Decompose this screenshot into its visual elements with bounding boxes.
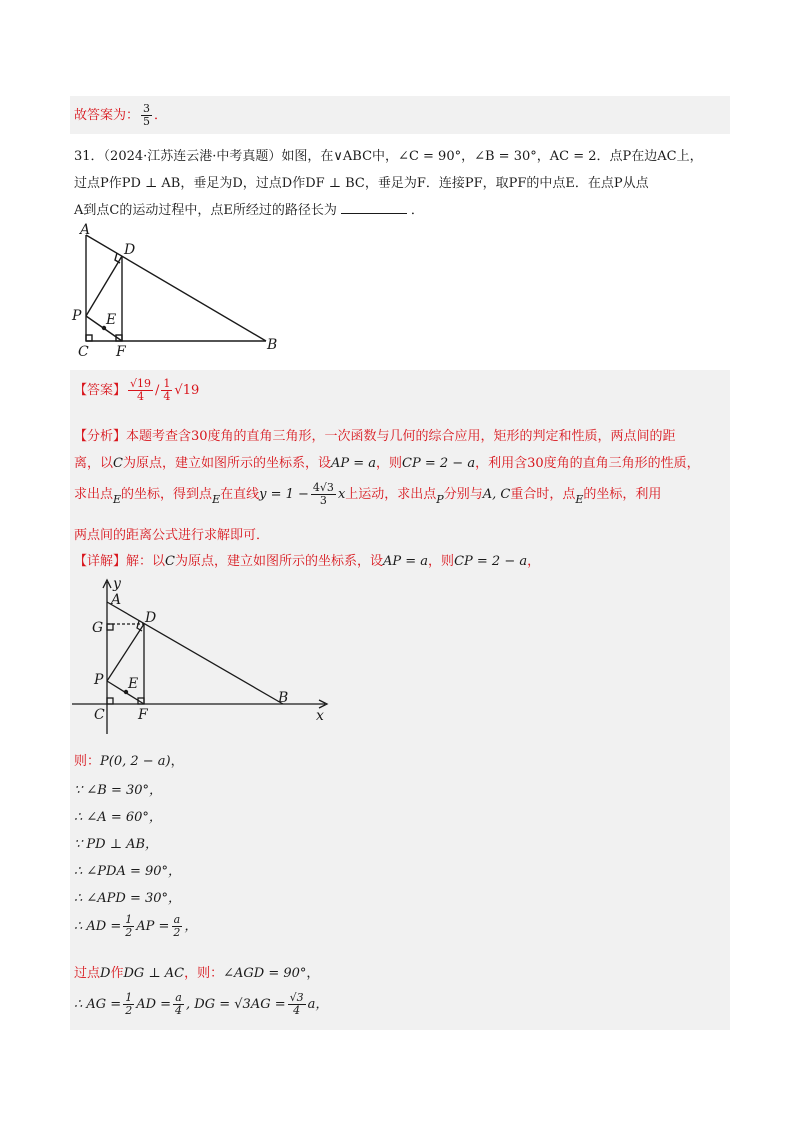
step-9-fraction-3: $\frac{√3}{4}$ (289, 991, 304, 1017)
problem-line-1: 31．（2024·江苏连云港·中考真题）如图，在∨ABC中，∠C = 90°，∠B = 30°，AC = 2．点P在边AC上， (74, 149, 703, 164)
previous-answer-fraction: $\frac{3}{5}$ (143, 102, 151, 128)
fig2-right-angle-c (107, 698, 113, 704)
previous-answer-label: 故答案为： (74, 108, 140, 123)
step-9-fraction-1: $\frac{1}{2}$ (125, 991, 133, 1017)
analysis-line-1: 【分析】本题考查含30度角的直角三角形，一次函数与几何的综合应用，矩形的判定和性质，两点间的距 (74, 429, 676, 444)
step-5: ∴ ∠PDA = 90°， (74, 864, 182, 879)
fig2-label-p: P (94, 672, 104, 688)
analysis-line-2: 离，以C为原点，建立如图所示的坐标系，设AP = a，则CP = 2 − a，利用含30度角的直角三角形的性质， (74, 456, 700, 471)
fig2-label-e: E (128, 676, 139, 692)
fig2-label-d: D (145, 610, 157, 626)
step-7: ∴ AD = $\frac{1}{2}$ AP = $\frac{a}{2}$ ， (74, 913, 198, 939)
problem-number: 31． (74, 149, 104, 164)
fig1-segment-pd (86, 256, 122, 316)
answer-blank (341, 213, 407, 214)
step-9-fraction-2: $\frac{a}{4}$ (175, 991, 183, 1017)
analysis-line-4: 两点间的距离公式进行求解即可． (74, 528, 270, 543)
fig1-label-f: F (116, 344, 126, 360)
answer-line: 【答案】 $\frac{√19}{4}$ / $\frac{1}{4}$ √19 (74, 377, 200, 403)
fig1-right-angle-c (86, 335, 92, 341)
fig2-label-b: B (278, 690, 289, 706)
coordinate-figure (70, 574, 340, 740)
step-7-fraction-1: $\frac{1}{2}$ (125, 913, 133, 939)
fig1-label-d: D (124, 242, 136, 258)
answer-label: 【答案】 (74, 383, 127, 398)
analysis-slope-fraction: $\frac{4√3}{3}$ (312, 481, 334, 507)
step-9: ∴ AG = $\frac{1}{2}$ AD = $\frac{a}{4}$ , DG = √3AG = $\frac{√3}{4}$ a， (74, 991, 329, 1017)
step-2: ∵ ∠B = 30°， (74, 783, 163, 798)
fig2-right-angle-g (107, 624, 113, 630)
fig2-label-x: x (316, 708, 324, 724)
fig2-label-f: F (138, 707, 148, 723)
detail-label: 【详解】 (74, 554, 127, 569)
fig1-label-e: E (106, 312, 117, 328)
problem-line-2: 过点P作PD ⊥ AB，垂足为D，过点D作DF ⊥ BC，垂足为F．连接PF，取PF的中点E．在点P从点 (74, 176, 649, 191)
fig2-label-a: A (111, 592, 122, 608)
step-6: ∴ ∠APD = 30°， (74, 891, 182, 906)
step-8: 过点D作DG ⊥ AC，则：∠AGD = 90°， (74, 966, 320, 981)
fig2-label-c: C (94, 707, 105, 723)
fig1-label-c: C (78, 344, 89, 360)
previous-answer: 故答案为： $\frac{3}{5}$ ． (74, 102, 168, 128)
step-4: ∵ PD ⊥ AB， (74, 837, 159, 852)
triangle-figure (70, 220, 290, 360)
fig2-segment-pd (107, 624, 144, 681)
fig1-label-a: A (80, 222, 91, 238)
step-7-fraction-2: $\frac{a}{2}$ (173, 913, 181, 939)
analysis-label: 【分析】 (74, 429, 127, 444)
detail-line: 【详解】解：以C为原点，建立如图所示的坐标系，设AP = a，则CP = 2 − a， (74, 554, 541, 569)
answer-fraction-2: $\frac{1}{4}$ (163, 377, 171, 403)
fig1-label-b: B (267, 337, 278, 353)
fig1-label-p: P (72, 308, 82, 324)
analysis-line-3: 求出点$_E$的坐标，得到点$_E$在直线y = 1 − $\frac{4√3}{3}$ x上运动，求出点$_P$分别与A, C重合时，点$_E$的坐标，利用 (74, 481, 662, 507)
step-1: 则：P(0, 2 − a)， (74, 754, 184, 769)
step-3: ∴ ∠A = 60°， (74, 810, 162, 825)
answer-fraction-1: $\frac{√19}{4}$ (130, 377, 152, 403)
problem-line-3: A到点C的运动过程中，点E所经过的路径长为 ． (74, 203, 424, 218)
problem-source: （2024·江苏连云港·中考真题） (103, 149, 282, 164)
fig2-label-y: y (113, 576, 121, 592)
fig2-label-g: G (92, 620, 104, 636)
answer-band (70, 96, 730, 134)
